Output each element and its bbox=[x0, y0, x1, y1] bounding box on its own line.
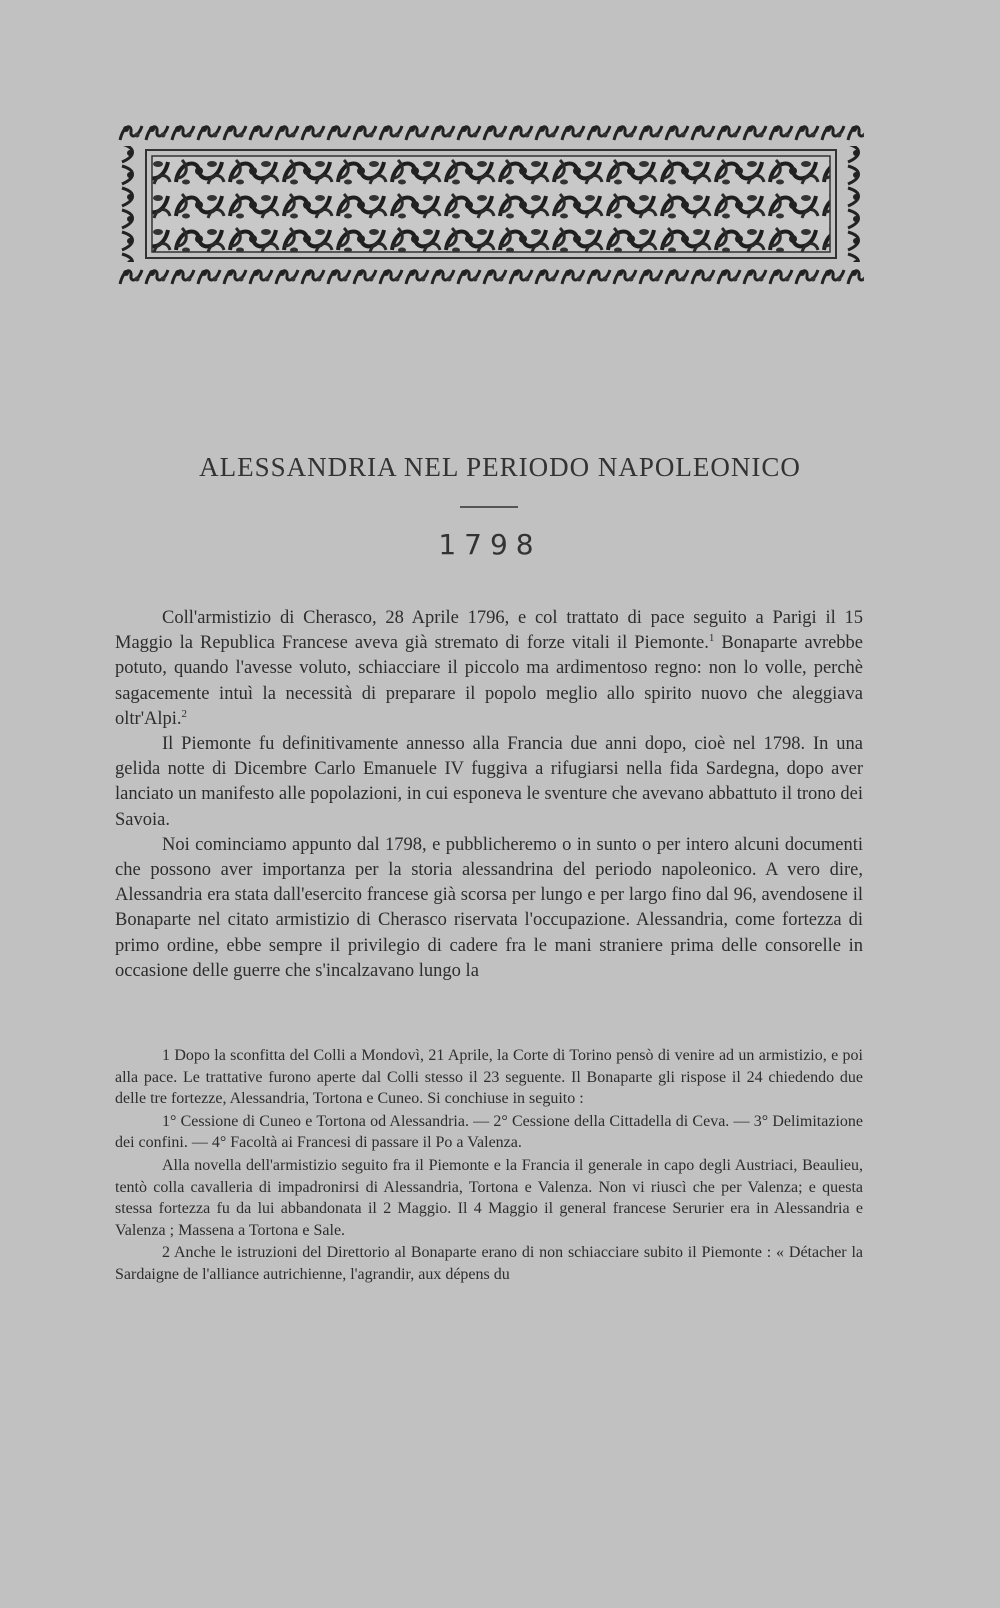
title-divider bbox=[460, 506, 518, 508]
main-text bbox=[115, 606, 863, 984]
footnote: 2 Anche le istruzioni del Direttorio al Bonaparte erano di non schiacciare subito il Piemonte : « Détacher la Sardaigne de l'alliance autrichienne, l'agrandir, aux dépens du bbox=[115, 1244, 863, 1283]
paragraph-text: Coll'armistizio di Cherasco, 28 Aprile 1796, e col trattato di pace seguito a Parigi il 15 Maggio la Republica Francese aveva già stremato di forze vitali il Piemonte. bbox=[115, 608, 863, 654]
footnote: Alla novella dell'armistizio seguito fra il Piemonte e la Francia il generale in capo degli Austriaci, Beaulieu, tentò colla cavalleria di impadronirsi di Alessandria, Tortona e Valenza. Non vi riuscì che per Valenza; e questa stessa fortezza fu da lui abbandonata il 2 Maggio. Il 4 Maggio il general francese Serurier era in Alessandria e Valenza ; Massena a Tortona e Sale. bbox=[115, 1156, 863, 1239]
section-year: 1798 bbox=[438, 528, 542, 561]
footnotes bbox=[115, 1045, 863, 1287]
footnote-ref: 1 bbox=[708, 632, 715, 645]
footnote-ref: 2 bbox=[181, 707, 188, 720]
paragraph: Il Piemonte fu definitivamente annesso alla Francia due anni dopo, cioè nel 1798. In una gelida notte di Dicembre Carlo Emanuele IV fuggiva a rifugiarsi nella fida Sardegna, dopo aver lanciato un manifesto alle popolazioni, in cui esponeva le sventure che avevano abbattuto il trono dei Savoia. bbox=[115, 734, 863, 830]
page-title: ALESSANDRIA NEL PERIODO NAPOLEONICO bbox=[199, 452, 801, 482]
ornamental-header-band bbox=[118, 120, 864, 288]
footnote: 1 Dopo la sconfitta del Colli a Mondovì, 21 Aprile, la Corte di Torino pensò di venire ad un armistizio, e poi alla pace. Le trattative furono aperte dal Colli stesso il 23 seguente. Il Bonaparte gli rispose il 24 chiedendo due delle tre fortezze, Alessandria, Tortona e Cuneo. Si conchiuse in seguito : bbox=[115, 1047, 863, 1108]
floral-ornament-graphic bbox=[118, 120, 864, 288]
paragraph: Noi cominciamo appunto dal 1798, e pubblicheremo o in sunto o per intero alcuni documenti che possono aver importanza per la storia alessandrina del periodo napoleonico. A vero dire, Alessandria era stata dall'esercito francese già scorsa per lungo e per largo fino dal 96, avendosene il Bonaparte nel citato armistizio di Cherasco riservata l'occupazione. Alessandria, come fortezza di primo ordine, ebbe sempre il privilegio di cadere fra le mani straniere prima delle consorelle in occasione delle guerre che s'incalzavano lungo la bbox=[115, 834, 863, 981]
footnote: 1° Cessione di Cuneo e Tortona od Alessandria. — 2° Cessione della Cittadella di Ceva. — 3° Delimitazione dei confini. — 4° Facoltà ai Francesi di passare il Po a Valenza. bbox=[115, 1112, 863, 1152]
paragraph-text: Bonaparte avrebbe potuto, quando l'avesse voluto, schiacciare il piccolo ma ardimentoso regno: non lo volle, perchè sagacemente intuì la necessità di preparare il popolo meglio allo spirito nuovo che aleggiava oltr'Alpi. bbox=[115, 633, 863, 729]
paragraph bbox=[115, 606, 863, 732]
